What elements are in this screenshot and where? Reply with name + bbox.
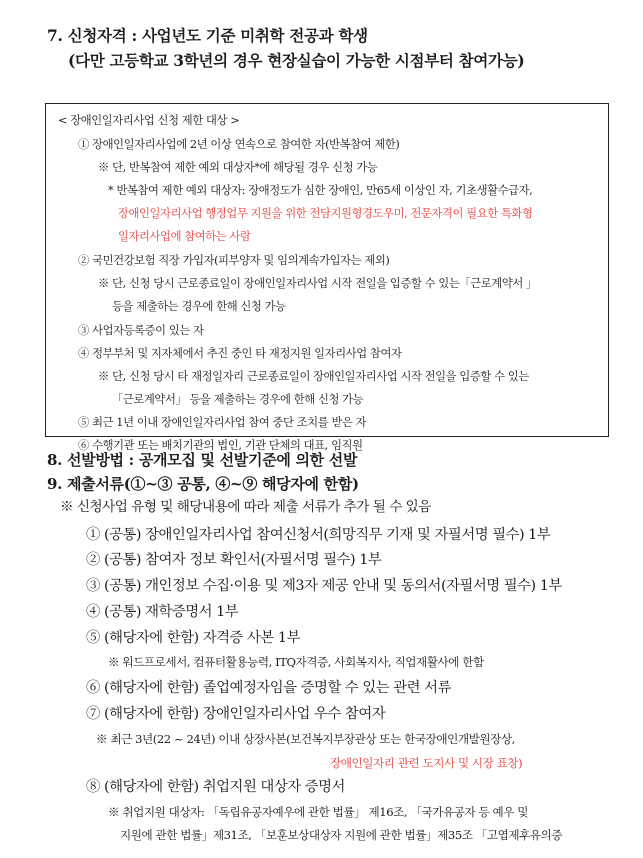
- restriction-box-header: < 장애인일자리사업 신청 제한 대상 >: [58, 114, 240, 127]
- restriction-box: [45, 103, 609, 437]
- document-item-1: ① (공통) 장애인일자리사업 참여신청서(희망직무 기재 및 자필서명 필수) 1부: [86, 527, 551, 543]
- restriction-item-2-note: ※ 단, 신청 당시 근로종료일이 장애인일자리사업 시작 전일을 입증할 수 있는「근로계약서 」: [98, 277, 537, 290]
- restriction-item-2-note-cont: 등을 제출하는 경우에 한해 신청 가능: [112, 300, 286, 313]
- document-item-7-note: ※ 최근 3년(22 ~ 24년) 이내 상장사본(보건복지부장관상 또는 한국장애인개발원장상,: [96, 732, 515, 746]
- document-item-3: ③ (공통) 개인정보 수집·이용 및 제3자 제공 안내 및 동의서(자필서명 필수) 1부: [86, 578, 562, 594]
- document-item-2: ② (공통) 참여자 정보 확인서(자필서명 필수) 1부: [86, 552, 382, 568]
- section-9-note: ※ 신청사업 유형 및 해당내용에 따라 제출 서류가 추가 될 수 있음: [60, 499, 431, 515]
- section-9-title: 9. 제출서류(①~③ 공통, ④~⑨ 해당자에 한함): [47, 475, 359, 493]
- section-8-title: 8. 선발방법 : 공개모집 및 선발기준에 의한 선발: [47, 451, 358, 469]
- document-item-5: ⑤ (해당자에 한함) 자격증 사본 1부: [86, 630, 300, 646]
- restriction-item-4-note: ※ 단, 신청 당시 타 재정일자리 근로종료일이 장애인일자리사업 시작 전일을 입증할 수 있는: [98, 370, 529, 383]
- document-item-8-note-cont: 지원에 관한 법률」제31조, 「보훈보상대상자 지원에 관한 법률」제35조 「고엽제후유의증: [120, 828, 563, 842]
- restriction-item-3: ③ 사업자등록증이 있는 자: [78, 324, 204, 337]
- section-7-subtitle: (다만 고등학교 3학년의 경우 현장실습이 가능한 시점부터 참여가능): [68, 51, 525, 70]
- restriction-item-1-note: ※ 단, 반복참여 제한 예외 대상자*에 해당될 경우 신청 가능: [98, 161, 378, 174]
- document-item-7-note-red: 장애인일자리 관련 도지사 및 시장 표창): [330, 756, 523, 770]
- restriction-item-1-subnote-red-1: 장애인일자리사업 행정업무 지원을 위한 전담지원형경도우미, 전문자격이 필요한 특화형: [118, 207, 533, 220]
- document-item-4: ④ (공통) 재학증명서 1부: [86, 604, 239, 620]
- restriction-item-6: ⑥ 수행기관 또는 배치기관의 법인, 기관 단체의 대표, 임직원: [78, 439, 363, 452]
- document-item-8: ⑧ (해당자에 한함) 취업지원 대상자 증명서: [86, 779, 345, 795]
- document-item-5-note: ※ 워드프로세서, 컴퓨터활용능력, ITQ자격증, 사회복지사, 직업재활사에 한함: [108, 655, 484, 669]
- restriction-item-2: ② 국민건강보험 직장 가입자(피부양자 및 임의계속가입자는 제외): [78, 254, 390, 267]
- restriction-item-1: ① 장애인일자리사업에 2년 이상 연속으로 참여한 자(반복참여 제한): [78, 138, 400, 151]
- document-item-7: ⑦ (해당자에 한함) 장애인일자리사업 우수 참여자: [86, 706, 386, 722]
- restriction-item-1-subnote: * 반복참여 제한 예외 대상자: 장애정도가 심한 장애인, 만65세 이상인 자, 기초생활수급자,: [108, 184, 533, 197]
- restriction-item-1-subnote-red-2: 일자리사업에 참여하는 사람: [118, 230, 251, 243]
- document-item-6: ⑥ (해당자에 한함) 졸업예정자임을 증명할 수 있는 관련 서류: [86, 680, 451, 696]
- section-7-title: 7. 신청자격 : 사업년도 기준 미취학 전공과 학생: [47, 26, 368, 45]
- restriction-item-5: ⑤ 최근 1년 이내 장애인일자리사업 참여 중단 조치를 받은 자: [78, 416, 367, 429]
- restriction-item-4-note-cont: 「근로계약서」 등을 제출하는 경우에 한해 신청 가능: [112, 393, 364, 406]
- document-item-8-note: ※ 취업지원 대상자: 「독립유공자예우에 관한 법률」 제16조, 「국가유공자 등 예우 및: [108, 805, 528, 819]
- restriction-item-4: ④ 정부부처 및 지자체에서 추진 중인 타 재정지원 일자리사업 참여자: [78, 347, 402, 360]
